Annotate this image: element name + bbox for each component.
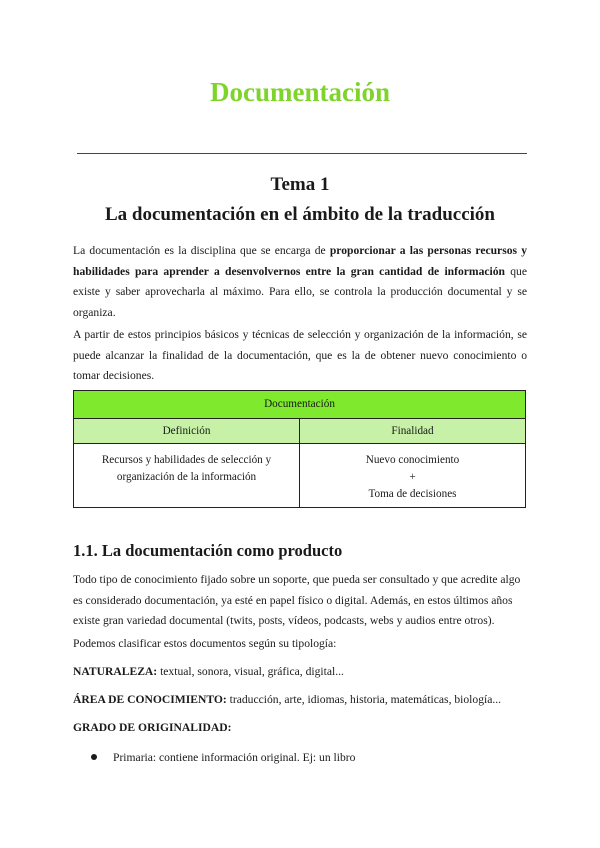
tema-title: La documentación en el ámbito de la traducción xyxy=(104,204,496,225)
section-heading: 1.1. La documentación como producto xyxy=(73,541,343,560)
documentation-table xyxy=(73,390,526,508)
area-line xyxy=(73,690,527,710)
naturaleza-text: textual, sonora, visual, gráfica, digital... xyxy=(157,665,344,678)
area-label: ÁREA DE CONOCIMIENTO: xyxy=(73,693,227,706)
tema-number: Tema 1 xyxy=(270,174,330,195)
area-text: traducción, arte, idiomas, historia, matemáticas, biología... xyxy=(226,693,502,706)
table-header: Documentación xyxy=(74,391,526,419)
definicion-line-2: organización de la información xyxy=(116,471,257,483)
intro-text-2: que existe y saber aprovecharla al máximo. Para ello, se controla la producción documental y se organiza. xyxy=(73,264,527,319)
list-item xyxy=(91,748,355,768)
paragraph-principles: A partir de estos principios básicos y técnicas de selección y organización de la información, se puede alcanzar la finalidad de la documentación, que es la de obtener nuevo conocimiento o tomar decisiones. xyxy=(73,328,527,382)
document-title: Documentación xyxy=(210,77,390,107)
grado-label: GRADO DE ORIGINALIDAD: xyxy=(73,721,232,734)
paragraph-producto: Todo tipo de conocimiento fijado sobre un soporte, que pueda ser consultado y que acredite algo es considerado documentación, ya esté en papel físico o digital. Además, en estos últimos años existe gran variedad documental (twits, posts, vídeos, podcasts, webs y audios entre otros). xyxy=(73,573,521,627)
bullet-icon xyxy=(91,754,97,760)
intro-paragraph xyxy=(73,241,527,323)
naturaleza-label: NATURALEZA: xyxy=(73,665,158,678)
grado-line xyxy=(73,718,527,738)
table-col-header-finalidad: Finalidad xyxy=(300,419,526,444)
finalidad-line-2: + xyxy=(409,471,416,483)
finalidad-line-1: Nuevo conocimiento xyxy=(365,454,460,466)
table-cell-finalidad xyxy=(300,444,526,508)
table-col-header-definicion: Definición xyxy=(74,419,300,444)
table-cell-definicion xyxy=(74,444,300,508)
intro-text-1: La documentación es la disciplina que se encarga de xyxy=(73,244,330,257)
bullet-text: Primaria: contiene información original. Ej: un libro xyxy=(113,751,356,764)
intro-bold-text: proporcionar a las personas recursos y habilidades para aprender a desenvolvernos entre la gran cantidad de información xyxy=(73,244,527,278)
finalidad-line-3: Toma de decisiones xyxy=(368,488,457,500)
definicion-line-1: Recursos y habilidades de selección y xyxy=(101,454,272,466)
paragraph-clasificar: Podemos clasificar estos documentos según su tipología: xyxy=(73,637,337,650)
horizontal-divider xyxy=(77,153,527,154)
naturaleza-line xyxy=(73,662,527,682)
